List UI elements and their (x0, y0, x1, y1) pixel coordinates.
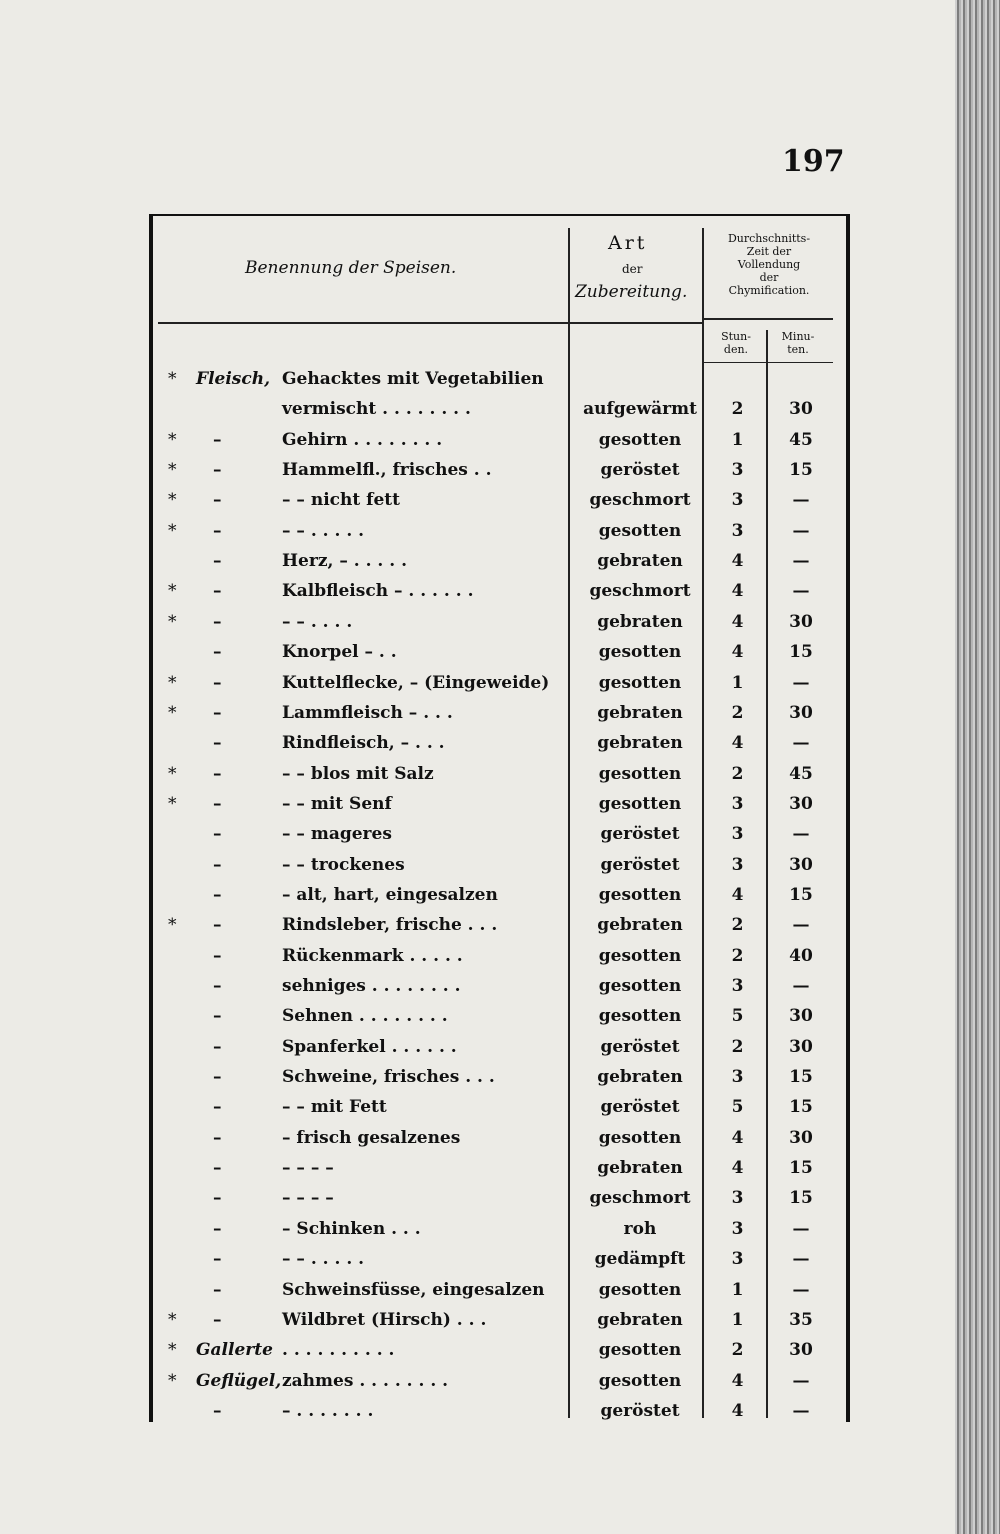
cell-prep: gebraten (597, 1067, 683, 1088)
cell-hrs: 3 (731, 1067, 744, 1088)
cell-prep: geröstet (600, 824, 680, 845)
cell-star: * (168, 915, 177, 936)
cell-hrs: 4 (731, 884, 744, 905)
cell-dash: – (213, 1249, 222, 1270)
cell-name: – – mageres (282, 824, 392, 845)
cell-dash: – (213, 1188, 222, 1209)
cell-dash: – (213, 824, 222, 845)
cell-dash: – (213, 1006, 222, 1027)
cell-prep: gedämpft (594, 1249, 686, 1270)
cell-dash: – (213, 520, 222, 541)
cell-dash: – (213, 1218, 222, 1239)
cell-hrs: 3 (731, 1249, 744, 1270)
cell-dash: – (213, 1097, 222, 1118)
cell-min: 30 (789, 1340, 813, 1361)
cell-name: – – mit Fett (282, 1097, 387, 1118)
table-row (0, 1006, 955, 1036)
cell-star: * (168, 1340, 177, 1361)
cell-min: 15 (789, 1158, 813, 1179)
cell-name: – – . . . . (282, 611, 353, 632)
cell-min: 45 (789, 429, 813, 450)
cell-min: — (792, 733, 810, 754)
cell-star: * (168, 702, 177, 723)
cell-dash: – (213, 672, 222, 693)
cell-min: 15 (789, 642, 813, 663)
cell-star: * (168, 460, 177, 481)
page-number: 197 (782, 144, 845, 179)
cell-dash: – (213, 642, 222, 663)
cell-min: — (792, 672, 810, 693)
cell-prep: aufgewärmt (583, 399, 697, 420)
table-row (0, 612, 955, 642)
table-row (0, 1188, 955, 1218)
header-zeit-line: Zeit der (746, 245, 792, 258)
table-row (0, 1097, 955, 1127)
subheader-rule (704, 362, 833, 363)
cell-name: – – – – (282, 1188, 334, 1209)
cell-prep: gesotten (598, 642, 682, 663)
cell-hrs: 3 (731, 854, 744, 875)
table-row (0, 490, 955, 520)
cell-dash: – (213, 945, 222, 966)
cell-cat: Gallerte (196, 1340, 273, 1361)
cell-hrs: 4 (731, 733, 744, 754)
cell-prep: gebraten (597, 702, 683, 723)
cell-prep: geschmort (589, 1188, 691, 1209)
cell-name: – – trockenes (282, 854, 405, 875)
cell-min: — (792, 551, 810, 572)
cell-min: 45 (789, 763, 813, 784)
cell-dash: – (213, 1067, 222, 1088)
table-row (0, 885, 955, 915)
cell-min: 30 (789, 1127, 813, 1148)
cell-min: 30 (789, 1006, 813, 1027)
cell-min: 30 (789, 1036, 813, 1057)
cell-hrs: 2 (731, 1340, 744, 1361)
cell-min: 30 (789, 793, 813, 814)
cell-name: Rindfleisch, – . . . (282, 733, 445, 754)
table-row (0, 460, 955, 490)
cell-dash: – (213, 884, 222, 905)
cell-hrs: 2 (731, 945, 744, 966)
cell-hrs: 4 (731, 1400, 744, 1421)
cell-name: – – mit Senf (282, 793, 392, 814)
cell-star: * (168, 520, 177, 541)
cell-dash: – (213, 763, 222, 784)
cell-name: zahmes . . . . . . . . (282, 1370, 449, 1391)
cell-name: Gehirn . . . . . . . . (282, 429, 443, 450)
table-row (0, 521, 955, 551)
cell-hrs: 1 (731, 1309, 744, 1330)
table-row (0, 581, 955, 611)
cell-dash: – (213, 490, 222, 511)
table-row (0, 399, 955, 429)
table-row (0, 1401, 955, 1431)
cell-min: 15 (789, 460, 813, 481)
cell-min: 30 (789, 702, 813, 723)
cell-name: – frisch gesalzenes (282, 1127, 461, 1148)
cell-hrs: 1 (731, 429, 744, 450)
cell-hrs: 3 (731, 1188, 744, 1209)
cell-prep: roh (623, 1218, 657, 1239)
table-row (0, 1128, 955, 1158)
cell-prep: gebraten (597, 551, 683, 572)
table-row (0, 1280, 955, 1310)
cell-name: – alt, hart, eingesalzen (282, 884, 498, 905)
cell-prep: gesotten (598, 763, 682, 784)
page-edges (955, 0, 1000, 1534)
cell-min: — (792, 915, 810, 936)
table-row (0, 369, 955, 399)
cell-name: Wildbret (Hirsch) . . . (282, 1309, 487, 1330)
cell-prep: gesotten (598, 672, 682, 693)
header-zeit-line: Durchschnitts- (727, 232, 811, 245)
cell-min: 30 (789, 854, 813, 875)
cell-prep: gesotten (598, 429, 682, 450)
cell-dash: – (213, 854, 222, 875)
cell-star: * (168, 490, 177, 511)
cell-min: — (792, 1218, 810, 1239)
cell-prep: geröstet (600, 460, 680, 481)
cell-prep: gesotten (598, 520, 682, 541)
cell-prep: gesotten (598, 1370, 682, 1391)
cell-prep: gesotten (598, 1279, 682, 1300)
header-name-column: Benennung der Speisen. (245, 258, 457, 278)
cell-dash: – (213, 581, 222, 602)
cell-prep: geröstet (600, 1036, 680, 1057)
cell-dash: – (213, 551, 222, 572)
cell-min: 15 (789, 1188, 813, 1209)
table-row (0, 1340, 955, 1370)
cell-dash: – (213, 976, 222, 996)
cell-name: Lammfleisch – . . . (282, 702, 453, 723)
cell-star: * (168, 793, 177, 814)
cell-hrs: 5 (731, 1097, 744, 1118)
header-zeit-line: der (759, 271, 779, 284)
cell-min: — (792, 1249, 810, 1270)
cell-name: – Schinken . . . (282, 1218, 421, 1239)
cell-min: — (792, 581, 810, 602)
cell-min: 30 (789, 611, 813, 632)
cell-dash: – (213, 702, 222, 723)
cell-star: * (168, 1370, 177, 1391)
cell-hrs: 3 (731, 520, 744, 541)
cell-prep: gebraten (597, 915, 683, 936)
cell-prep: gesotten (598, 976, 682, 996)
header-rule-right (704, 318, 833, 320)
cell-prep: gebraten (597, 733, 683, 754)
table-row (0, 551, 955, 581)
cell-min: 15 (789, 1067, 813, 1088)
table-row (0, 946, 955, 976)
cell-hrs: 1 (731, 672, 744, 693)
cell-hrs: 3 (731, 824, 744, 845)
cell-dash: – (213, 1309, 222, 1330)
table-row (0, 642, 955, 672)
cell-dash: – (213, 733, 222, 754)
cell-min: 40 (789, 945, 813, 966)
cell-dash: – (213, 1158, 222, 1179)
cell-prep: geröstet (600, 1400, 680, 1421)
header-zeit (705, 232, 833, 297)
table-row (0, 1249, 955, 1279)
cell-name: Gehacktes mit Vegetabilien (282, 369, 544, 389)
cell-prep: gesotten (598, 1006, 682, 1027)
cell-name: Rückenmark . . . . . (282, 945, 463, 966)
cell-hrs: 5 (731, 1006, 744, 1027)
cell-hrs: 4 (731, 581, 744, 602)
cell-min: 30 (789, 399, 813, 420)
cell-name: – – . . . . . (282, 1249, 365, 1270)
cell-name: Herz, – . . . . . (282, 551, 408, 572)
cell-hrs: 2 (731, 1036, 744, 1057)
cell-prep: gebraten (597, 1309, 683, 1330)
cell-min: — (792, 976, 810, 996)
table-row (0, 1158, 955, 1188)
cell-name: Knorpel – . . (282, 642, 397, 663)
cell-hrs: 4 (731, 642, 744, 663)
cell-star: * (168, 672, 177, 693)
cell-hrs: 3 (731, 1218, 744, 1239)
cell-prep: gesotten (598, 1340, 682, 1361)
cell-hrs: 2 (731, 763, 744, 784)
cell-star: * (168, 429, 177, 450)
cell-name: – – . . . . . (282, 520, 365, 541)
cell-prep: gesotten (598, 884, 682, 905)
cell-star: * (168, 611, 177, 632)
cell-min: — (792, 1279, 810, 1300)
table-row (0, 673, 955, 703)
header-stunden-line: den. (723, 343, 749, 356)
cell-hrs: 3 (731, 490, 744, 511)
cell-min: — (792, 824, 810, 845)
cell-name: – . . . . . . . (282, 1400, 374, 1421)
header-art: Art (608, 232, 648, 254)
header-zeit-line: Vollendung (737, 258, 801, 271)
table-row (0, 703, 955, 733)
cell-star: * (168, 581, 177, 602)
cell-min: 15 (789, 884, 813, 905)
table-row (0, 1037, 955, 1067)
cell-name: Rindsleber, frische . . . (282, 915, 498, 936)
table-row (0, 1310, 955, 1340)
table-row (0, 1219, 955, 1249)
cell-prep: gesotten (598, 1127, 682, 1148)
cell-name: Hammelfl., frisches . . (282, 460, 492, 481)
cell-hrs: 3 (731, 460, 744, 481)
cell-min: — (792, 1370, 810, 1391)
cell-min: — (792, 520, 810, 541)
cell-name: Kuttelflecke, – (Eingeweide) (282, 672, 550, 693)
cell-prep: gebraten (597, 611, 683, 632)
cell-star: * (168, 369, 177, 389)
cell-hrs: 2 (731, 702, 744, 723)
cell-prep: gesotten (598, 793, 682, 814)
cell-name: Kalbfleisch – . . . . . . (282, 581, 474, 602)
header-minuten-line: Minu- (781, 330, 815, 343)
table-row (0, 855, 955, 885)
cell-name: – – nicht fett (282, 490, 400, 511)
cell-cat: Geflügel, (196, 1370, 282, 1391)
cell-hrs: 2 (731, 399, 744, 420)
cell-hrs: 3 (731, 793, 744, 814)
cell-prep: gesotten (598, 945, 682, 966)
cell-hrs: 2 (731, 915, 744, 936)
cell-min: — (792, 490, 810, 511)
table-row (0, 733, 955, 763)
cell-star: * (168, 763, 177, 784)
header-minuten-line: ten. (787, 343, 809, 356)
cell-hrs: 3 (731, 976, 744, 996)
cell-hrs: 4 (731, 1127, 744, 1148)
table-row (0, 1371, 955, 1401)
cell-name: Sehnen . . . . . . . . (282, 1006, 448, 1027)
cell-dash: – (213, 793, 222, 814)
header-stunden-line: Stun- (721, 330, 751, 343)
table-row (0, 794, 955, 824)
cell-dash: – (213, 1400, 222, 1421)
cell-min: 15 (789, 1097, 813, 1118)
table-row (0, 824, 955, 854)
cell-dash: – (213, 460, 222, 481)
cell-name: Schweine, frisches . . . (282, 1067, 495, 1088)
cell-name: . . . . . . . . . . (282, 1340, 395, 1361)
cell-hrs: 1 (731, 1279, 744, 1300)
cell-prep: geschmort (589, 490, 691, 511)
cell-name: vermischt . . . . . . . . (282, 399, 471, 420)
header-zeit-line: Chymification. (728, 284, 810, 297)
cell-cat: Fleisch, (196, 369, 271, 389)
table-row (0, 764, 955, 794)
cell-dash: – (213, 429, 222, 450)
cell-name: Schweinsfüsse, eingesalzen (282, 1279, 545, 1300)
header-minuten (773, 330, 823, 356)
cell-hrs: 4 (731, 551, 744, 572)
cell-name: – – – – (282, 1158, 334, 1179)
table-row (0, 976, 955, 1006)
cell-star: * (168, 1309, 177, 1330)
table-row (0, 430, 955, 460)
cell-hrs: 4 (731, 611, 744, 632)
cell-hrs: 4 (731, 1158, 744, 1179)
cell-prep: geröstet (600, 854, 680, 875)
cell-name: sehniges . . . . . . . . (282, 976, 461, 996)
cell-prep: geröstet (600, 1097, 680, 1118)
cell-dash: – (213, 1279, 222, 1300)
table-row (0, 915, 955, 945)
cell-dash: – (213, 1036, 222, 1057)
cell-min: — (792, 1400, 810, 1421)
header-rule-left (158, 322, 702, 324)
cell-name: Spanferkel . . . . . . (282, 1036, 457, 1057)
cell-hrs: 4 (731, 1370, 744, 1391)
header-zubereitung: Zubereitung. (575, 282, 688, 302)
cell-dash: – (213, 915, 222, 936)
cell-min: 35 (789, 1309, 813, 1330)
cell-prep: gebraten (597, 1158, 683, 1179)
cell-prep: geschmort (589, 581, 691, 602)
header-art-der: der (622, 262, 643, 276)
cell-dash: – (213, 1127, 222, 1148)
table-row (0, 1067, 955, 1097)
cell-name: – – blos mit Salz (282, 763, 434, 784)
cell-dash: – (213, 611, 222, 632)
header-stunden (712, 330, 760, 356)
